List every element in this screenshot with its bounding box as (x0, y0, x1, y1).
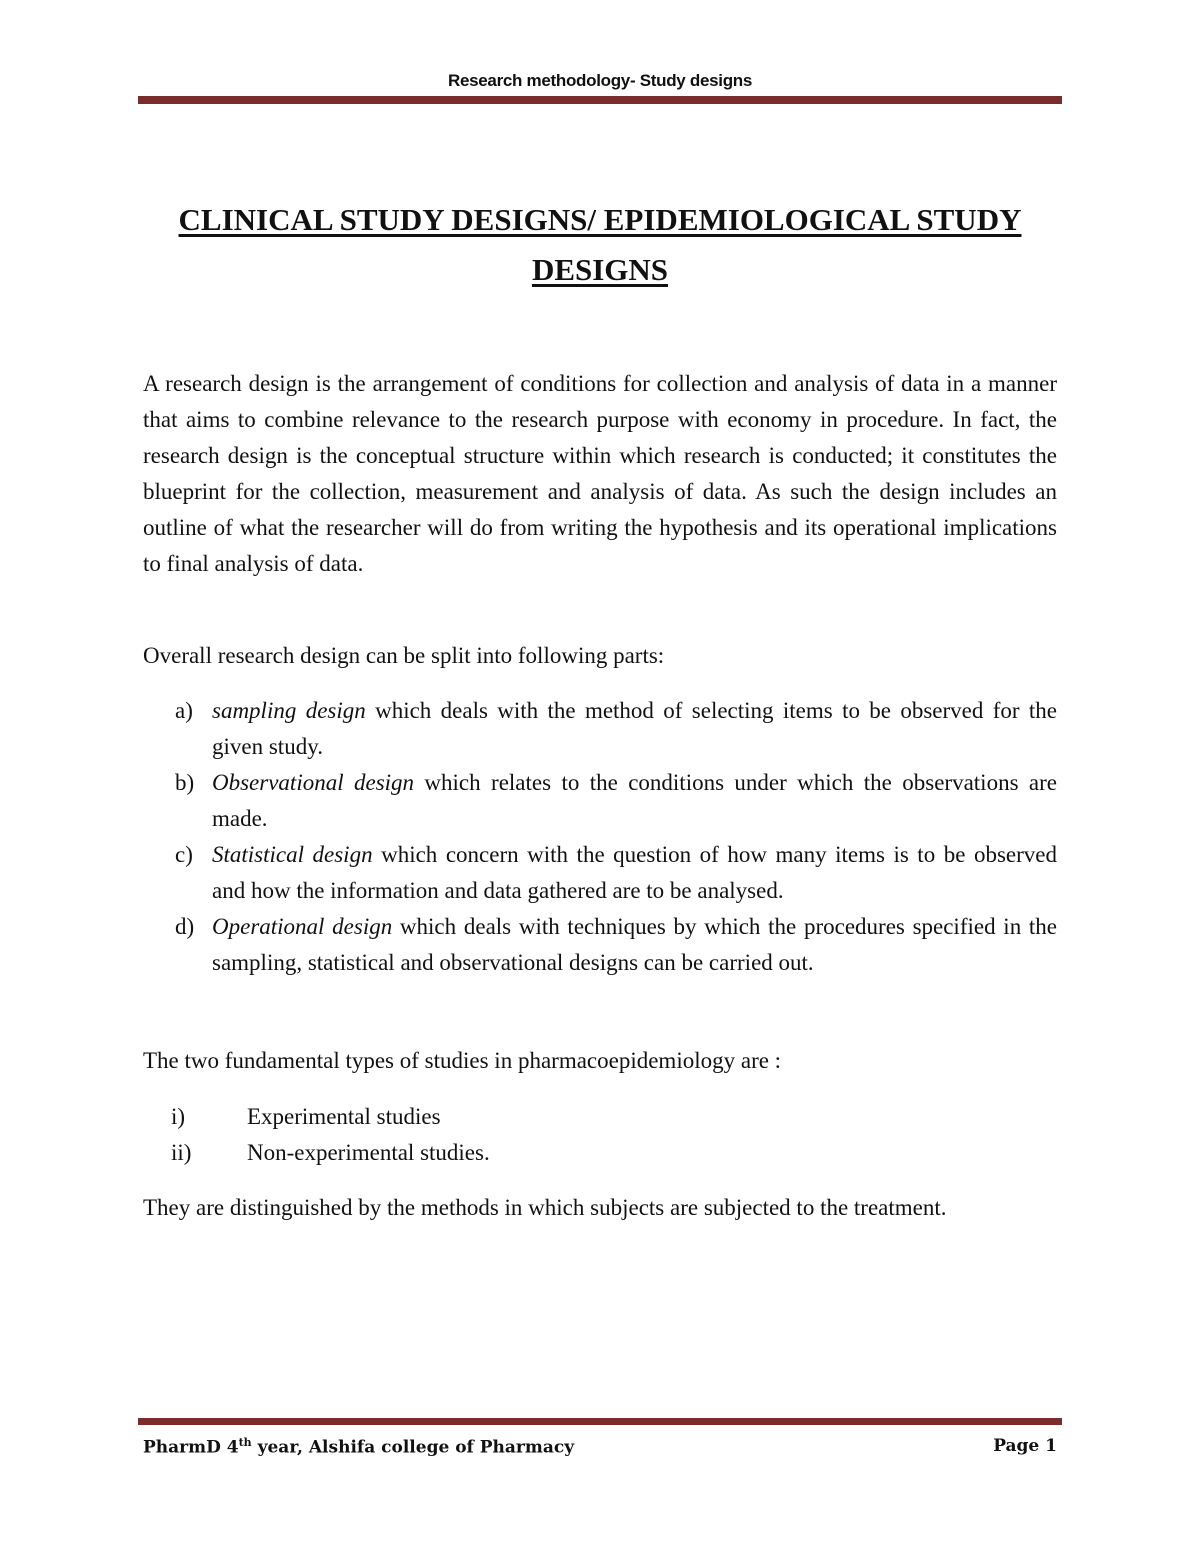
page-number: Page 1 (993, 1436, 1057, 1456)
footer-course-sup: th (238, 1436, 252, 1449)
header-rule (138, 96, 1062, 104)
footer-course-prefix: PharmD 4 (143, 1437, 239, 1458)
parts-intro: Overall research design can be split into following parts: (143, 643, 665, 668)
list-text: which relates to the conditions under which the observations are made. (212, 770, 1057, 831)
list-term: Operational design (212, 914, 393, 939)
footer-course-suffix: year, Alshifa college of Pharmacy (251, 1437, 575, 1458)
study-types-list (143, 1099, 1057, 1171)
list-marker: ii) (171, 1140, 192, 1165)
list-marker: c) (175, 842, 193, 867)
list-marker: b) (175, 770, 195, 795)
list-text: which deals with techniques by which the procedures specified in the sampling, statistical and observational designs can be carried out. (212, 914, 1058, 975)
document-title: CLINICAL STUDY DESIGNS/ EPIDEMIOLOGICAL STUDY DESIGNS (178, 202, 1022, 287)
list-term: sampling design (212, 698, 366, 723)
closing-paragraph: They are distinguished by the methods in which subjects are subjected to the treatment. (143, 1195, 947, 1220)
list-item (143, 1135, 1057, 1171)
list-item (143, 765, 1057, 837)
intro-paragraph: A research design is the arrangement of conditions for collection and analysis of data in a manner that aims to combine relevance to the research purpose with economy in procedure. In fact, the research design is the conceptual structure within which research is conducted; it constitutes the blueprint for the collection, measurement and analysis of data. As such the design includes an outline of what the researcher will do from writing the hypothesis and its operational implications to final analysis of data. (143, 371, 1057, 576)
list-term: Statistical design (212, 842, 373, 867)
list-marker: d) (175, 914, 195, 939)
types-intro: The two fundamental types of studies in pharmacoepidemiology are : (143, 1048, 782, 1073)
list-item (143, 837, 1057, 909)
running-header: Research methodology- Study designs (447, 71, 753, 90)
list-text: which concern with the question of how many items is to be observed and how the information and data gathered are to be analysed. (212, 842, 1057, 903)
design-parts-list (143, 693, 1057, 981)
list-item (143, 693, 1057, 765)
list-text: Non-experimental studies. (247, 1140, 490, 1165)
footer-rule (138, 1418, 1062, 1425)
list-term: Observational design (212, 770, 415, 795)
list-text: Experimental studies (247, 1104, 441, 1129)
list-marker: i) (171, 1104, 186, 1129)
list-item (143, 1099, 1057, 1135)
footer-course (143, 1436, 574, 1458)
list-item (143, 909, 1057, 981)
list-marker: a) (175, 698, 193, 723)
list-text: which deals with the method of selecting items to be observed for the given study. (212, 698, 1057, 759)
